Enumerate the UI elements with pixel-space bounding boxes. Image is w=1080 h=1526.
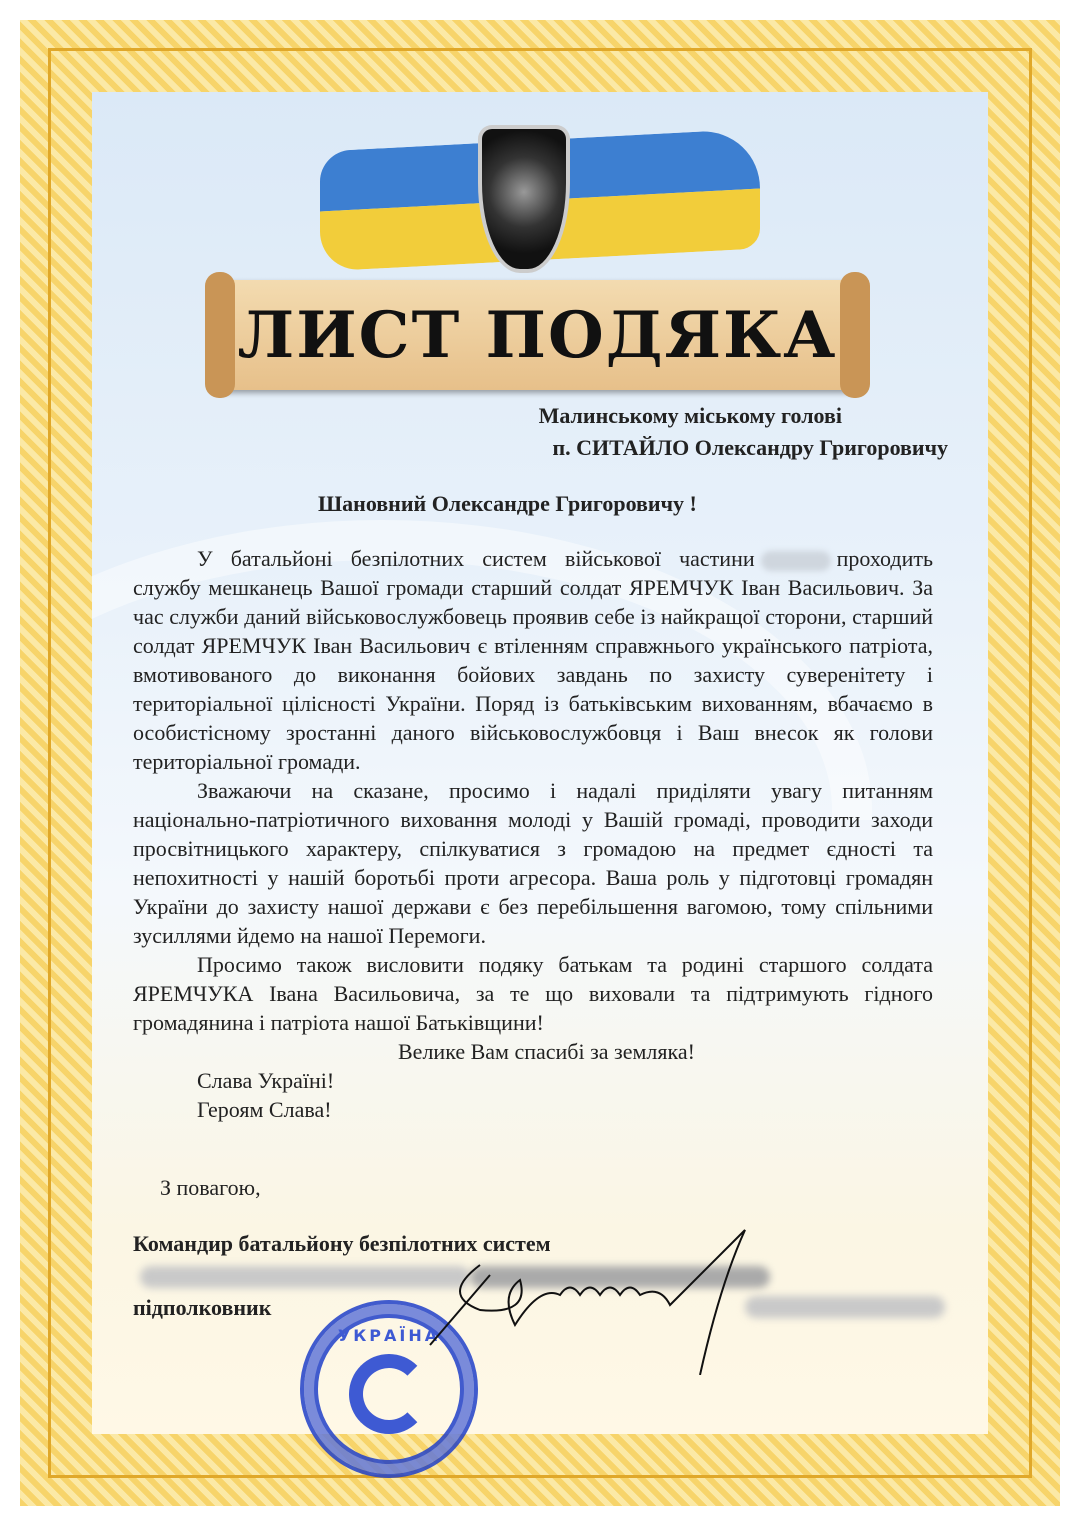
signer-position: Командир батальйону безпілотних систем [133,1231,551,1256]
signature [420,1225,750,1375]
salutation: Шановний Олександре Григоровичу ! [318,491,697,516]
signer-rank: підполковник [133,1295,272,1320]
thanks-line: Велике Вам спасибі за земляка! [398,1039,695,1064]
slogan-glory-ukraine: Слава Україні! [197,1068,335,1093]
redacted-signer-name [745,1296,945,1318]
redacted-unit-number [761,551,831,571]
slogan-glory-heroes: Героям Слава! [197,1097,332,1122]
addressee-line-2: п. СИТАЙЛО Олександру Григоровичу [552,435,948,460]
paragraph-1-end: проходить службу мешканець Вашої громади старший солдат ЯРЕМЧУК Іван Васильович. За час служби даний військовослужбовець проявив себе із найкращої сторони, старший солдат ЯРЕМЧУК Іван Васильович є втіленням справжнього українського патріота, вмотивованого до виконання бойових завдань по захисту суверенітету і територіальної цілісності України. Поряд із батьківським вихованням, вбачаємо в особистісному зростанні даного військовослужбовця і Ваш внесок як голови територіальної громади. [133,546,933,774]
paragraph-1-start: У батальйоні безпілотних систем військової частини [197,546,755,571]
certificate-title: ЛИСТ ПОДЯКА [237,298,838,373]
paragraph-3: Просимо також висловити подяку батькам та родині старшого солдата ЯРЕМЧУКА Івана Васильовича, за те що виховали та підтримують гідного громадянина і патріота нашої Батьківщини! [133,952,933,1035]
paragraph-2: Зважаючи на сказане, просимо і надалі приділяти увагу питанням національно-патріотичного виховання молоді у Вашій громаді, проводити заходи просвітницького характеру, спілкуватися з громадою на предмет єдності та непохитності у нашій боротьбі проти агресора. Ваша роль у підготовці громадян України до захисту нашої держави є без перебільшення вагомою, тому спільними зусиллями йдемо на нашої Перемоги. [133,778,933,948]
regards: З повагою, [160,1175,261,1200]
paragraph-1 [133,544,933,776]
letter-body [133,544,933,1124]
title-scroll-banner [215,280,860,390]
addressee-line-1: Малинському міському голові [538,403,842,428]
stamp-text: УКРАЇНА [337,1326,441,1345]
